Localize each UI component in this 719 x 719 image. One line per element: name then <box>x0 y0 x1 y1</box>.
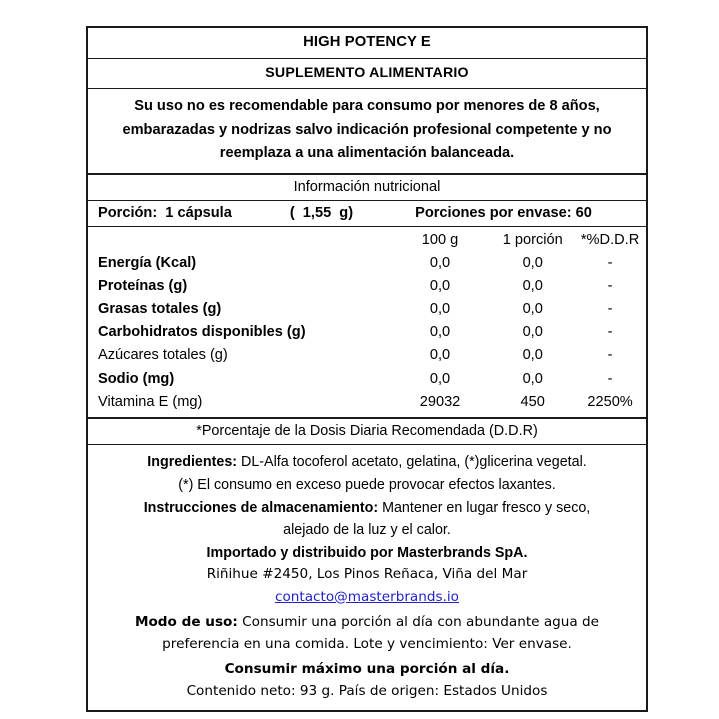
nutrient-per-100g: 29032 <box>419 393 461 410</box>
nutrient-ddr: - <box>607 370 613 387</box>
nutrient-table-wrap <box>88 227 646 417</box>
table-header-row <box>88 229 646 251</box>
nutrient-name: Energía (Kcal) <box>98 254 197 271</box>
nutrient-name: Grasas totales (g) <box>98 301 222 318</box>
nutrient-ddr: - <box>607 254 613 271</box>
ingredients-label: Ingredientes: <box>147 454 238 471</box>
table-row <box>88 367 646 390</box>
ingredients-text: DL-Alfa tocoferol acetato, gelatina, (*)glicerina vegetal. <box>237 454 587 471</box>
table-row <box>88 390 646 413</box>
table-row <box>88 274 646 297</box>
nutrient-per-100g: 0,0 <box>429 370 451 387</box>
nutrient-per-portion: 450 <box>520 393 545 410</box>
nutrient-ddr: - <box>607 347 613 364</box>
storage-text: Mantener en lugar fresco y seco, <box>378 499 591 516</box>
nutrient-ddr: 2250% <box>587 393 633 410</box>
nutrient-per-100g: 0,0 <box>429 277 451 294</box>
nutrient-name: Sodio (mg) <box>98 370 175 387</box>
usage-line-2: preferencia en una comida. Lote y vencimiento: Ver envase. <box>162 635 572 652</box>
usage-label: Modo de uso: <box>134 614 238 631</box>
table-row <box>88 251 646 274</box>
laxative-note: (*) El consumo en exceso puede provocar efectos laxantes. <box>178 476 556 493</box>
nutrient-per-portion: 0,0 <box>522 277 543 294</box>
portion-label: Porción: 1 cápsula <box>98 205 232 222</box>
nutrient-per-portion: 0,0 <box>522 301 543 318</box>
col-header-name <box>88 229 393 251</box>
nutrient-per-100g: 0,0 <box>429 347 451 364</box>
nutrient-ddr: - <box>607 324 613 341</box>
serving-row <box>88 201 646 226</box>
nutrition-section-title: Información nutricional <box>293 179 441 196</box>
email-line <box>100 586 634 609</box>
servings-per-container: Porciones por envase: 60 <box>415 205 592 222</box>
nutrient-ddr: - <box>607 277 613 294</box>
nutrient-per-portion: 0,0 <box>522 324 543 341</box>
nutrient-per-portion: 0,0 <box>522 370 543 387</box>
nutrient-name: Azúcares totales (g) <box>98 347 228 364</box>
brand-title: HIGH POTENCY E <box>303 34 431 50</box>
col-header-portion: 1 porción <box>502 232 563 249</box>
nutrient-ddr: - <box>607 301 613 318</box>
nutrient-per-100g: 0,0 <box>429 301 451 318</box>
nutrient-name: Vitamina E (mg) <box>98 393 203 410</box>
net-content-line: Contenido neto: 93 g. País de origen: Estados Unidos <box>186 682 548 699</box>
warning-text: Su uso no es recomendable para consumo por menores de 8 años, embarazadas y nodrizas salvo indicación profesional competente y no reemplaza a una alimentación balanceada. <box>122 98 612 162</box>
nutrient-per-100g: 0,0 <box>429 324 451 341</box>
nutrient-table <box>88 229 646 413</box>
contact-email-link[interactable]: contacto@masterbrands.io <box>274 588 459 605</box>
storage-line-2: alejado de la luz y el calor. <box>283 522 451 539</box>
portion-weight: ( 1,55 g) <box>289 205 354 222</box>
table-row <box>88 297 646 320</box>
product-subtitle: SUPLEMENTO ALIMENTARIO <box>265 64 469 81</box>
nutrition-label <box>86 26 648 712</box>
storage-label: Instrucciones de almacenamiento: <box>143 499 379 516</box>
ddr-footnote: *Porcentaje de la Dosis Diaria Recomendada (D.D.R) <box>196 423 538 440</box>
usage-text: Consumir una porción al día con abundante agua de <box>237 614 600 631</box>
table-row <box>88 344 646 367</box>
storage-line <box>100 497 634 520</box>
nutrient-per-100g: 0,0 <box>429 254 451 271</box>
ingredients-line <box>100 451 634 474</box>
max-dose-line: Consumir máximo una porción al día. <box>224 661 510 678</box>
nutrient-per-portion: 0,0 <box>522 254 543 271</box>
nutrient-table-body <box>88 251 646 413</box>
nutrient-name: Proteínas (g) <box>98 277 188 294</box>
nutrient-name: Carbohidratos disponibles (g) <box>98 324 306 341</box>
address-line: Riñihue #2450, Los Pinos Reñaca, Viña del Mar <box>206 566 528 583</box>
nutrient-per-portion: 0,0 <box>522 347 543 364</box>
bottom-info-block <box>88 445 646 710</box>
col-header-ddr: *%D.D.R <box>580 232 640 249</box>
importer-line: Importado y distribuido por Masterbrands SpA. <box>206 544 528 561</box>
col-header-100g: 100 g <box>421 232 459 249</box>
usage-line <box>100 612 634 633</box>
table-row <box>88 321 646 344</box>
